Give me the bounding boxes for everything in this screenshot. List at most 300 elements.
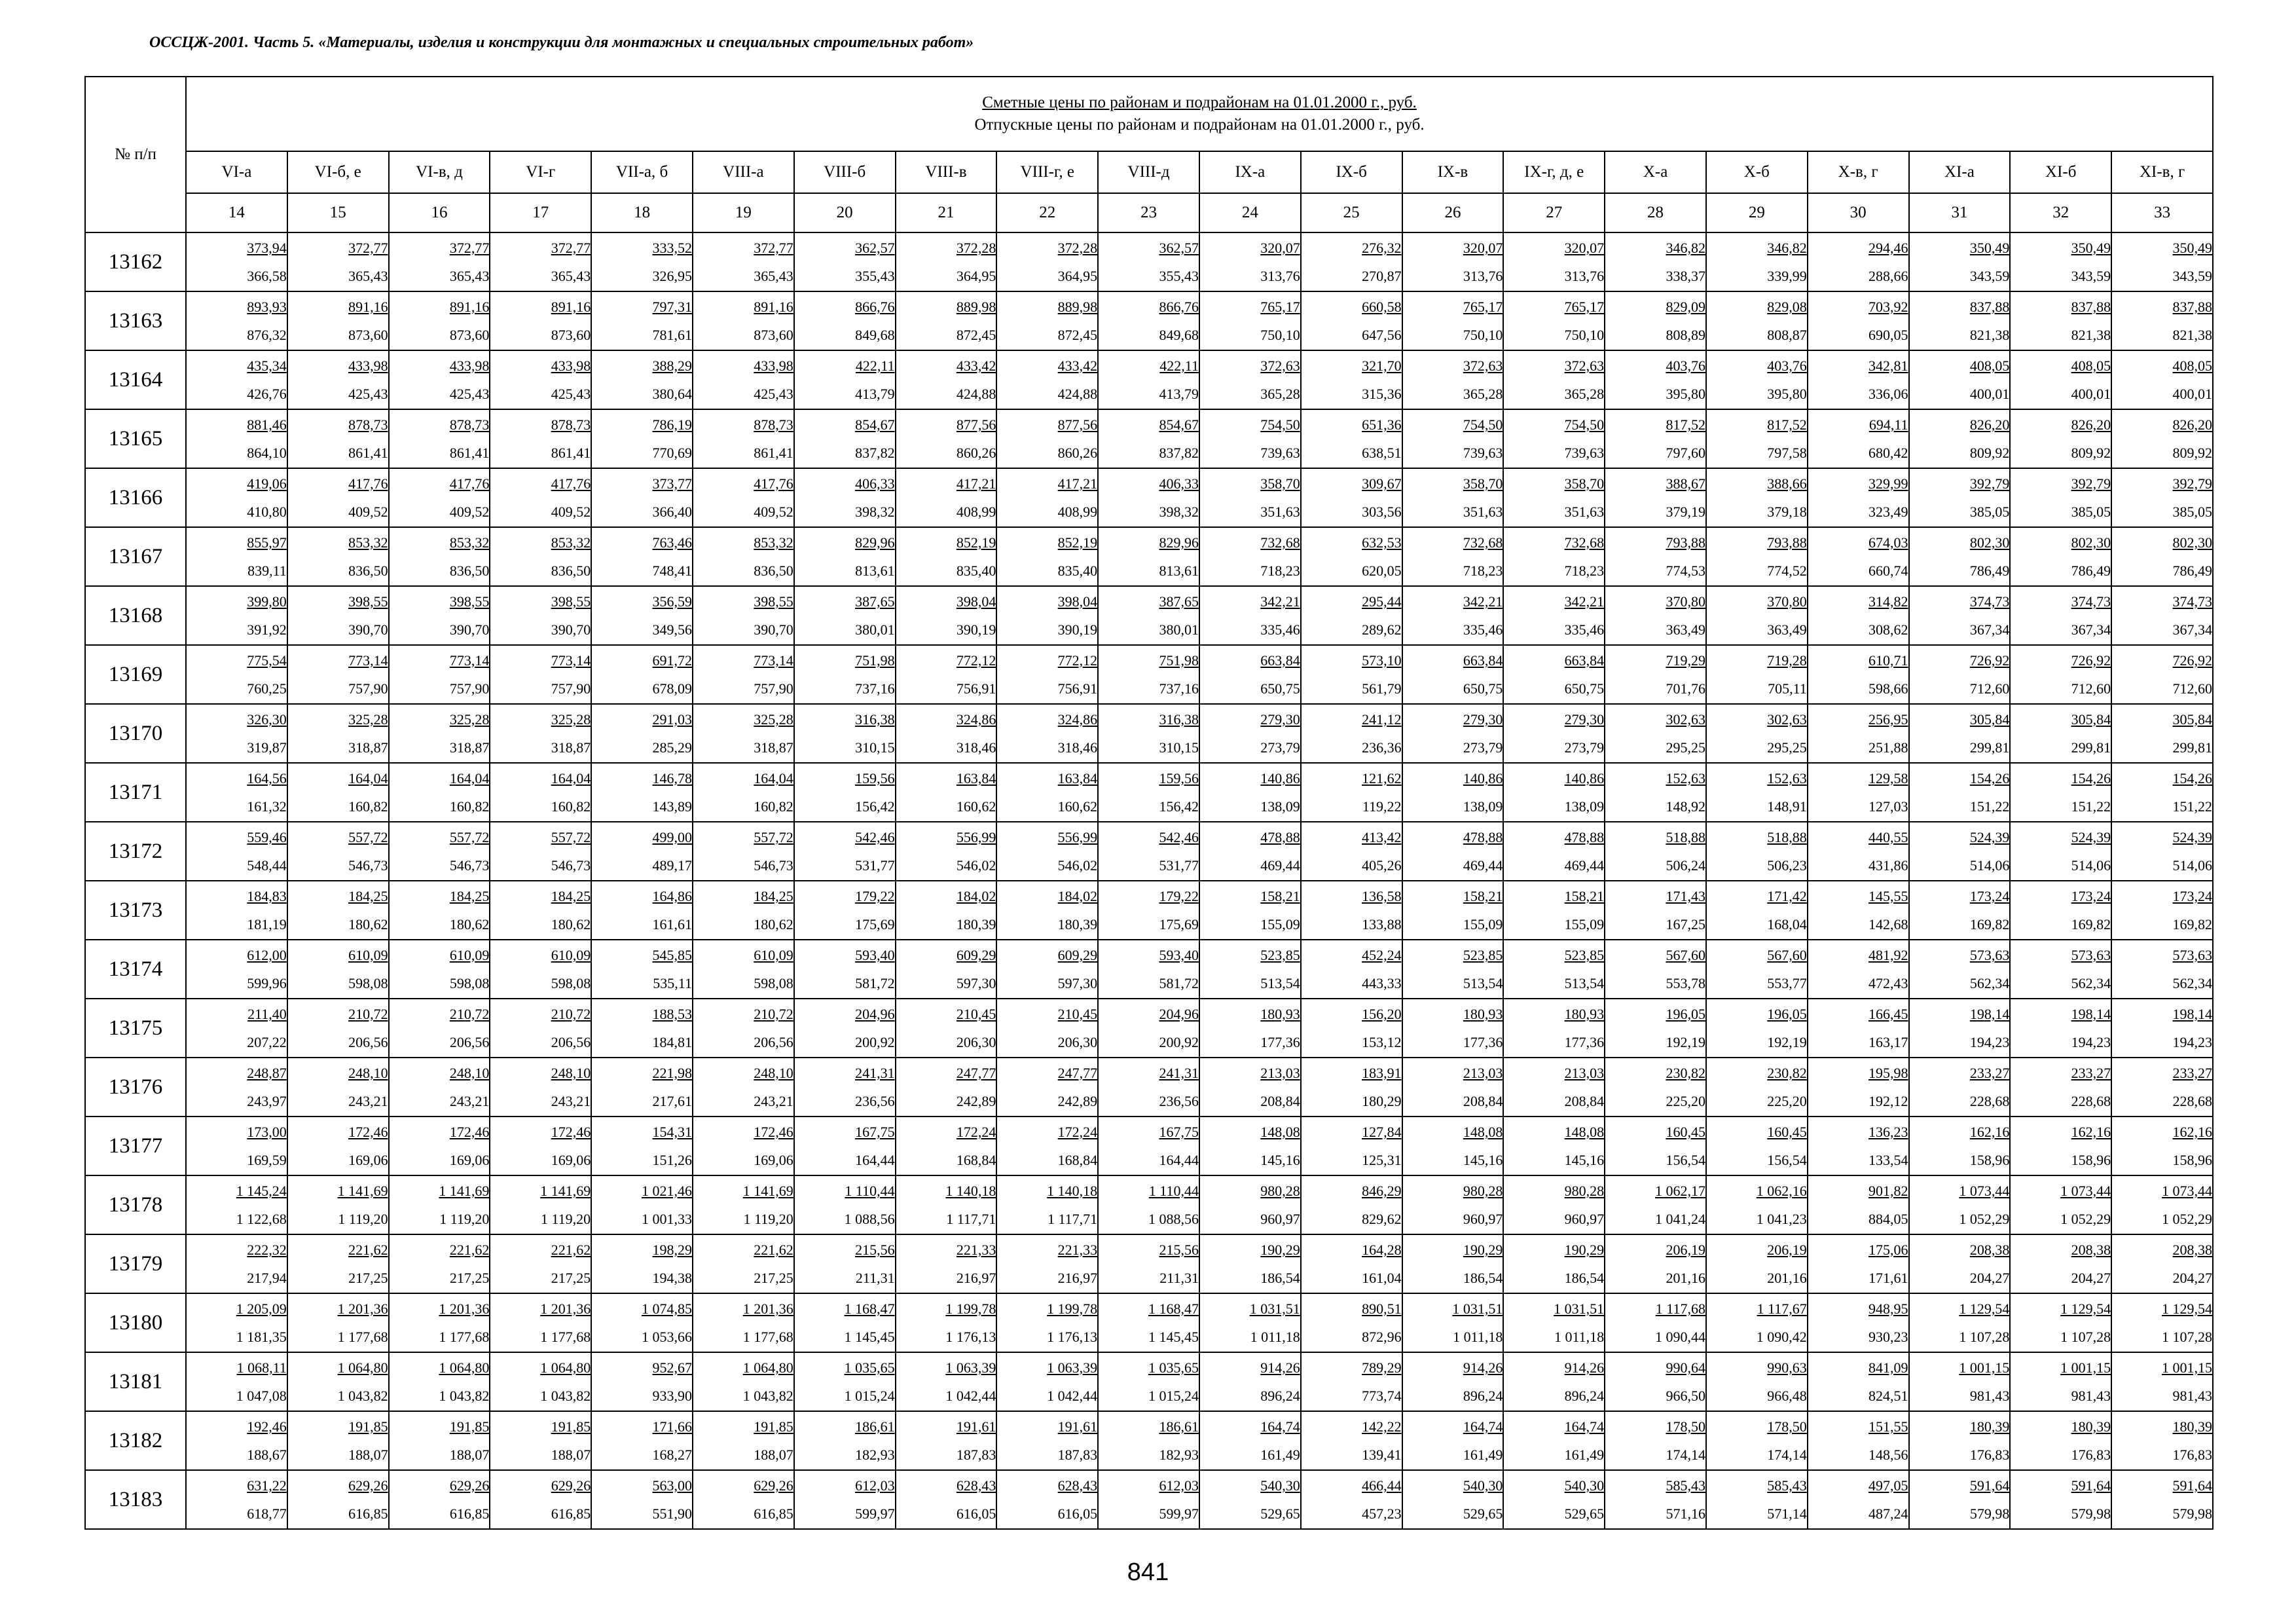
release-price-value: 161,32: [247, 798, 287, 815]
price-cell: [2111, 291, 2213, 350]
estimate-price-value: 691,72: [652, 652, 692, 669]
estimate-price-value: 990,64: [1666, 1359, 1705, 1376]
estimate-price-value: 422,11: [1159, 358, 1199, 374]
price-cell: [287, 527, 389, 586]
estimate-price-value: 167,75: [855, 1124, 895, 1140]
release-price-value: 410,80: [247, 504, 287, 520]
price-cell: [1706, 1116, 1808, 1175]
price-cell: [896, 1116, 997, 1175]
price-cell: [186, 350, 287, 409]
price-cell: [591, 527, 693, 586]
price-cell: [693, 527, 794, 586]
estimate-price-value: 222,32: [247, 1242, 287, 1258]
estimate-price-value: 829,96: [855, 534, 895, 551]
release-price-value: 349,56: [652, 621, 692, 638]
release-price-value: 876,32: [247, 327, 287, 343]
estimate-price-value: 154,26: [2071, 770, 2111, 786]
estimate-price-value: 1 062,16: [1756, 1183, 1807, 1199]
estimate-price-value: 183,91: [1362, 1065, 1402, 1081]
release-price-value: 160,82: [449, 798, 490, 815]
estimate-price-value: 302,63: [1767, 711, 1807, 728]
estimate-price-value: 350,49: [2172, 240, 2213, 256]
item-number-cell: 13181: [85, 1352, 186, 1411]
price-cell: [996, 291, 1098, 350]
release-price-value: 385,05: [1969, 504, 2010, 520]
price-cell: [1605, 881, 1706, 940]
estimate-price-value: 629,26: [348, 1477, 388, 1494]
estimate-price-value: 325,28: [551, 711, 591, 728]
table-row: [85, 468, 2213, 527]
release-price-value: 299,81: [2172, 739, 2213, 756]
region-header-cell: VI-г: [490, 151, 591, 193]
release-price-value: 873,60: [449, 327, 490, 343]
price-cell: [1098, 1116, 1199, 1175]
estimate-price-value: 180,93: [1564, 1006, 1605, 1022]
estimate-price-value: 1 021,46: [641, 1183, 692, 1199]
release-price-value: 365,28: [1463, 386, 1503, 402]
release-price-value: 571,14: [1767, 1505, 1807, 1522]
estimate-price-value: 854,67: [1159, 416, 1199, 433]
estimate-price-value: 158,21: [1564, 888, 1605, 904]
price-cell: [1199, 1058, 1301, 1116]
item-number-cell: 13166: [85, 468, 186, 527]
estimate-price-value: 127,84: [1362, 1124, 1402, 1140]
price-cell: [2010, 1234, 2111, 1293]
price-cell: [2010, 881, 2111, 940]
release-price-value: 426,76: [247, 386, 287, 402]
price-cell: [389, 468, 490, 527]
price-cell: [1605, 527, 1706, 586]
release-price-value: 836,50: [449, 563, 490, 579]
estimate-price-value: 398,04: [956, 593, 996, 610]
release-price-value: 236,56: [1159, 1093, 1199, 1109]
release-price-value: 242,89: [1057, 1093, 1098, 1109]
price-cell: [1098, 822, 1199, 881]
release-price-value: 837,82: [1159, 445, 1199, 461]
price-cell: [1706, 1352, 1808, 1411]
price-cell: [2010, 232, 2111, 291]
price-cell: [1909, 763, 2011, 822]
release-price-value: 1 041,23: [1756, 1211, 1807, 1227]
release-price-value: 650,75: [1260, 680, 1300, 697]
item-number-cell: 13164: [85, 350, 186, 409]
price-cell: [186, 232, 287, 291]
item-number-cell: 13162: [85, 232, 186, 291]
release-price-value: 431,86: [1868, 857, 1908, 874]
estimate-price-value: 326,30: [247, 711, 287, 728]
price-cell: [896, 704, 997, 763]
price-cell: [1402, 1352, 1504, 1411]
estimate-price-value: 610,09: [754, 947, 793, 963]
release-price-value: 194,23: [2172, 1034, 2213, 1050]
release-price-value: 756,91: [956, 680, 996, 697]
price-cell: [2010, 1470, 2111, 1529]
release-price-value: 208,84: [1463, 1093, 1503, 1109]
estimate-price-value: 406,33: [1159, 475, 1199, 492]
price-cell: [1808, 1234, 1909, 1293]
estimate-price-value: 215,56: [855, 1242, 895, 1258]
release-price-value: 367,34: [2071, 621, 2111, 638]
estimate-price-value: 213,03: [1463, 1065, 1503, 1081]
release-price-value: 200,92: [1159, 1034, 1199, 1050]
release-price-value: 180,62: [754, 916, 793, 932]
release-price-value: 647,56: [1362, 327, 1402, 343]
price-cell: [1199, 645, 1301, 704]
price-cell: [490, 999, 591, 1058]
estimate-price-value: 573,63: [2172, 947, 2213, 963]
table-row: [85, 1058, 2213, 1116]
release-price-value: 225,20: [1767, 1093, 1807, 1109]
estimate-price-value: 523,85: [1463, 947, 1503, 963]
estimate-price-value: 433,98: [551, 358, 591, 374]
estimate-price-value: 837,88: [2071, 299, 2111, 315]
estimate-price-value: 196,05: [1767, 1006, 1807, 1022]
price-cell: [287, 1470, 389, 1529]
release-price-value: 1 011,18: [1250, 1329, 1300, 1345]
page-header-title: ОССЦЖ-2001. Часть 5. «Материалы, изделия и конструкции для монтажных и специальных строительных работ»: [149, 34, 974, 51]
estimate-price-value: 1 117,67: [1757, 1301, 1807, 1317]
release-price-value: 960,97: [1260, 1211, 1300, 1227]
release-price-value: 786,49: [2071, 563, 2111, 579]
estimate-price-value: 398,55: [551, 593, 591, 610]
price-cell: [1706, 940, 1808, 999]
estimate-price-value: 195,98: [1868, 1065, 1908, 1081]
estimate-price-value: 1 035,65: [1148, 1359, 1199, 1376]
estimate-price-value: 1 110,44: [1148, 1183, 1199, 1199]
price-cell: [1199, 1352, 1301, 1411]
price-cell: [591, 1293, 693, 1352]
estimate-price-value: 178,50: [1666, 1418, 1705, 1435]
price-cell: [1402, 1058, 1504, 1116]
estimate-price-value: 793,88: [1767, 534, 1807, 551]
price-cell: [896, 822, 997, 881]
price-cell: [1301, 1470, 1402, 1529]
price-cell: [490, 704, 591, 763]
release-price-value: 188,07: [754, 1447, 793, 1463]
item-number-cell: 13177: [85, 1116, 186, 1175]
price-cell: [591, 999, 693, 1058]
estimate-price-value: 1 074,85: [641, 1301, 692, 1317]
estimate-price-value: 628,43: [956, 1477, 996, 1494]
price-cell: [896, 1293, 997, 1352]
release-price-value: 598,66: [1868, 680, 1908, 697]
region-header-cell: IX-г, д, е: [1503, 151, 1605, 193]
estimate-price-value: 208,38: [2071, 1242, 2111, 1258]
column-number-cell: 16: [389, 193, 490, 232]
release-price-value: 380,01: [1159, 621, 1199, 638]
estimate-price-value: 914,26: [1260, 1359, 1300, 1376]
release-price-value: 757,90: [754, 680, 793, 697]
estimate-price-value: 914,26: [1564, 1359, 1605, 1376]
estimate-price-value: 392,79: [2172, 475, 2213, 492]
release-price-value: 872,45: [956, 327, 996, 343]
estimate-price-value: 154,31: [652, 1124, 692, 1140]
release-price-value: 160,82: [348, 798, 388, 815]
estimate-price-value: 164,74: [1260, 1418, 1300, 1435]
release-price-value: 514,06: [2172, 857, 2213, 874]
estimate-price-value: 388,66: [1767, 475, 1807, 492]
estimate-price-value: 180,39: [1969, 1418, 2010, 1435]
release-price-value: 546,02: [1057, 857, 1098, 874]
release-price-value: 1 041,24: [1654, 1211, 1705, 1227]
release-price-value: 139,41: [1362, 1447, 1402, 1463]
price-cell: [1808, 1411, 1909, 1470]
release-price-value: 201,16: [1666, 1270, 1705, 1286]
estimate-price-value: 305,84: [2172, 711, 2213, 728]
release-price-value: 599,97: [855, 1505, 895, 1522]
price-cell: [1605, 1411, 1706, 1470]
release-price-value: 680,42: [1868, 445, 1908, 461]
release-price-value: 599,96: [247, 975, 287, 991]
estimate-price-value: 518,88: [1666, 829, 1705, 845]
estimate-price-value: 694,11: [1868, 416, 1908, 433]
price-cell: [1808, 763, 1909, 822]
release-price-value: 616,85: [754, 1505, 793, 1522]
release-price-value: 308,62: [1868, 621, 1908, 638]
table-row: [85, 1411, 2213, 1470]
price-cell: [389, 1293, 490, 1352]
price-cell: [1503, 350, 1605, 409]
price-cell: [287, 1234, 389, 1293]
price-cell: [490, 1352, 591, 1411]
estimate-price-value: 1 201,36: [337, 1301, 388, 1317]
release-price-value: 385,05: [2071, 504, 2111, 520]
estimate-price-value: 324,86: [1057, 711, 1098, 728]
estimate-price-value: 233,27: [2172, 1065, 2213, 1081]
price-cell: [794, 232, 896, 291]
column-number-cell: 26: [1402, 193, 1504, 232]
release-price-value: 160,82: [551, 798, 591, 815]
release-price-value: 821,38: [2172, 327, 2213, 343]
estimate-price-value: 279,30: [1463, 711, 1503, 728]
price-cell: [591, 1058, 693, 1116]
price-cell: [490, 763, 591, 822]
release-price-value: 809,92: [2071, 445, 2111, 461]
release-price-value: 228,68: [2172, 1093, 2213, 1109]
estimate-price-value: 158,21: [1260, 888, 1300, 904]
price-cell: [389, 881, 490, 940]
table-row: [85, 1470, 2213, 1529]
price-cell: [1605, 1058, 1706, 1116]
release-price-value: 194,23: [2071, 1034, 2111, 1050]
release-price-value: 1 176,13: [1047, 1329, 1098, 1345]
release-price-value: 156,54: [1767, 1152, 1807, 1168]
item-number-cell: 13168: [85, 586, 186, 645]
release-price-value: 236,56: [855, 1093, 895, 1109]
estimate-price-value: 1 073,44: [2162, 1183, 2213, 1199]
release-price-value: 1 119,20: [338, 1211, 388, 1227]
price-cell: [996, 999, 1098, 1058]
price-cell: [591, 1234, 693, 1293]
estimate-price-value: 651,36: [1362, 416, 1402, 433]
price-cell: [996, 1234, 1098, 1293]
release-price-value: 363,49: [1666, 621, 1705, 638]
release-price-value: 413,79: [1159, 386, 1199, 402]
release-price-value: 839,11: [247, 563, 287, 579]
price-cell: [2010, 999, 2111, 1058]
region-header-cell: X-а: [1605, 151, 1706, 193]
estimate-price-value: 557,72: [449, 829, 490, 845]
estimate-price-value: 703,92: [1868, 299, 1908, 315]
price-cell: [1808, 1116, 1909, 1175]
price-cell: [389, 940, 490, 999]
item-number-cell: 13174: [85, 940, 186, 999]
price-cell: [287, 291, 389, 350]
release-price-value: 169,59: [247, 1152, 287, 1168]
estimate-price-value: 556,99: [956, 829, 996, 845]
estimate-price-value: 1 168,47: [844, 1301, 895, 1317]
estimate-price-value: 403,76: [1666, 358, 1705, 374]
estimate-price-value: 1 063,39: [945, 1359, 996, 1376]
release-price-value: 861,41: [551, 445, 591, 461]
price-cell: [1909, 1058, 2011, 1116]
release-price-value: 1 107,28: [2162, 1329, 2213, 1345]
price-cell: [1199, 1470, 1301, 1529]
price-cell: [389, 350, 490, 409]
price-cell: [1301, 468, 1402, 527]
price-cell: [1199, 350, 1301, 409]
estimate-price-value: 518,88: [1767, 829, 1807, 845]
release-price-value: 217,25: [449, 1270, 490, 1286]
release-price-value: 343,59: [2071, 268, 2111, 284]
release-price-value: 546,73: [449, 857, 490, 874]
release-price-value: 168,84: [956, 1152, 996, 1168]
price-cell: [1402, 1470, 1504, 1529]
column-number-cell: 25: [1301, 193, 1402, 232]
table-row: [85, 1352, 2213, 1411]
estimate-price-value: 159,56: [855, 770, 895, 786]
release-price-value: 1 042,44: [945, 1388, 996, 1404]
price-cell: [591, 409, 693, 468]
release-price-value: 169,82: [1969, 916, 2010, 932]
release-price-value: 208,84: [1260, 1093, 1300, 1109]
price-cell: [2111, 1470, 2213, 1529]
estimate-price-value: 372,77: [449, 240, 490, 256]
estimate-price-value: 172,46: [754, 1124, 793, 1140]
estimate-price-value: 826,20: [2172, 416, 2213, 433]
column-number-cell: 15: [287, 193, 389, 232]
estimate-price-value: 719,28: [1767, 652, 1807, 669]
price-cell: [693, 1352, 794, 1411]
estimate-price-value: 178,50: [1767, 1418, 1807, 1435]
estimate-price-value: 948,95: [1868, 1301, 1908, 1317]
price-cell: [2111, 822, 2213, 881]
estimate-price-value: 221,62: [449, 1242, 490, 1258]
estimate-price-value: 433,98: [449, 358, 490, 374]
release-price-value: 192,19: [1767, 1034, 1807, 1050]
estimate-price-value: 406,33: [855, 475, 895, 492]
estimate-price-value: 276,32: [1362, 240, 1402, 256]
release-price-value: 188,07: [551, 1447, 591, 1463]
release-price-value: 151,22: [1969, 798, 2010, 815]
release-price-value: 506,23: [1767, 857, 1807, 874]
price-cell: [794, 822, 896, 881]
column-number-cell: 19: [693, 193, 794, 232]
estimate-price-value: 754,50: [1463, 416, 1503, 433]
release-price-value: 413,79: [855, 386, 895, 402]
release-price-value: 171,61: [1868, 1270, 1908, 1286]
price-cell: [1098, 1058, 1199, 1116]
release-price-value: 1 088,56: [1148, 1211, 1199, 1227]
price-cell: [794, 409, 896, 468]
release-price-value: 313,76: [1564, 268, 1605, 284]
estimate-price-value: 877,56: [1057, 416, 1098, 433]
estimate-price-value: 523,85: [1260, 947, 1300, 963]
region-header-row: [85, 151, 2213, 193]
price-cell: [1402, 1116, 1504, 1175]
price-cell: [186, 1175, 287, 1234]
price-cell: [490, 1234, 591, 1293]
estimate-price-value: 610,09: [551, 947, 591, 963]
price-cell: [996, 881, 1098, 940]
estimate-price-value: 152,63: [1767, 770, 1807, 786]
estimate-price-value: 726,92: [1969, 652, 2010, 669]
item-number-cell: 13182: [85, 1411, 186, 1470]
release-price-value: 1 177,68: [439, 1329, 490, 1345]
price-cell: [693, 1234, 794, 1293]
price-cell: [1909, 940, 2011, 999]
price-cell: [1199, 1116, 1301, 1175]
column-number-cell: 27: [1503, 193, 1605, 232]
release-price-value: 836,50: [551, 563, 591, 579]
release-price-value: 1 107,28: [1959, 1329, 2010, 1345]
release-price-value: 809,92: [1969, 445, 2010, 461]
estimate-price-value: 325,28: [754, 711, 793, 728]
release-price-value: 884,05: [1868, 1211, 1908, 1227]
release-price-value: 1 052,29: [2162, 1211, 2213, 1227]
release-price-value: 531,77: [1159, 857, 1199, 874]
price-cell: [1605, 586, 1706, 645]
price-cell: [287, 645, 389, 704]
estimate-price-value: 329,99: [1868, 475, 1908, 492]
price-cell: [490, 527, 591, 586]
price-cell: [2111, 1293, 2213, 1352]
price-table-body: [85, 77, 2213, 1529]
estimate-price-value: 164,56: [247, 770, 287, 786]
estimate-price-value: 914,26: [1463, 1359, 1503, 1376]
release-price-value: 487,24: [1868, 1505, 1908, 1522]
release-price-value: 164,44: [1159, 1152, 1199, 1168]
estimate-price-value: 294,46: [1868, 240, 1908, 256]
estimate-price-value: 557,72: [551, 829, 591, 845]
release-price-value: 188,67: [247, 1447, 287, 1463]
estimate-price-value: 1 068,11: [236, 1359, 287, 1376]
price-cell: [1402, 291, 1504, 350]
release-price-value: 365,43: [449, 268, 490, 284]
estimate-price-value: 881,46: [247, 416, 287, 433]
price-cell: [1909, 881, 2011, 940]
release-price-value: 204,27: [2172, 1270, 2213, 1286]
release-price-value: 180,39: [956, 916, 996, 932]
estimate-price-value: 398,55: [348, 593, 388, 610]
estimate-price-value: 853,32: [551, 534, 591, 551]
estimate-price-value: 221,33: [1057, 1242, 1098, 1258]
estimate-price-value: 190,29: [1564, 1242, 1605, 1258]
estimate-price-value: 142,22: [1362, 1418, 1402, 1435]
estimate-price-value: 151,55: [1868, 1418, 1908, 1435]
item-number-cell: 13175: [85, 999, 186, 1058]
estimate-price-value: 481,92: [1868, 947, 1908, 963]
estimate-price-value: 719,29: [1666, 652, 1705, 669]
price-cell: [1098, 1293, 1199, 1352]
estimate-price-value: 1 141,69: [540, 1183, 591, 1199]
release-price-value: 571,16: [1666, 1505, 1705, 1522]
table-row: [85, 232, 2213, 291]
release-price-value: 774,52: [1767, 563, 1807, 579]
estimate-price-value: 732,68: [1564, 534, 1605, 551]
release-price-value: 187,83: [956, 1447, 996, 1463]
release-price-value: 718,23: [1260, 563, 1300, 579]
